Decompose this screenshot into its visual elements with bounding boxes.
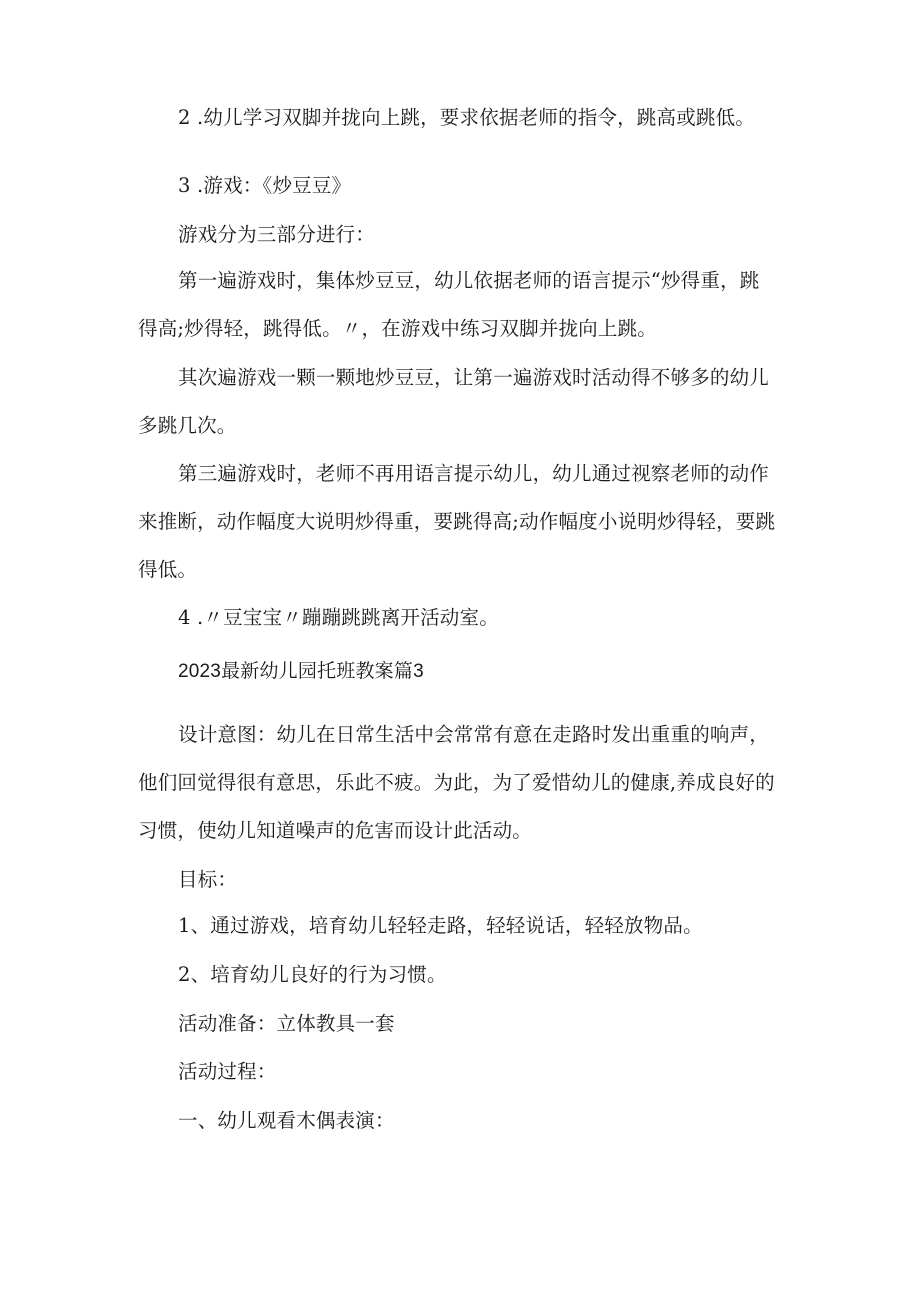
step-2-jump-instruction: 2 .幼儿学习双脚并拢向上跳，要求依据老师的指令，跳高或跳低。 xyxy=(178,106,756,129)
goal-2: 2、培育幼儿良好的行为习惯。 xyxy=(178,963,447,986)
process-step-1: 一、幼儿观看木偶表演： xyxy=(178,1109,395,1132)
game-parts-intro: 游戏分为三部分进行： xyxy=(178,223,376,246)
section-heading: 2023最新幼儿园托班教案篇3 xyxy=(178,661,424,682)
step-4-exit-text: 4 .〃豆宝宝〃蹦蹦跳跳离开活动室。 xyxy=(178,606,499,629)
process-label: 活动过程： xyxy=(178,1060,277,1083)
goals-label: 目标： xyxy=(178,868,238,891)
third-round-text-end: 得低。 xyxy=(138,558,198,581)
design-intent-text-end: 习惯，使幼儿知道噪声的危害而设计此活动。 xyxy=(138,819,533,842)
first-round-text: 第一遍游戏时，集体炒豆豆，幼儿依据老师的语言提示“炒得重，跳 xyxy=(178,269,760,292)
second-round-text-cont: 多跳几次。 xyxy=(138,414,237,437)
third-round-text: 第三遍游戏时，老师不再用语言提示幼儿，幼儿通过视察老师的动作 xyxy=(178,462,770,485)
goal-1: 1、通过游戏，培育幼儿轻轻走路，轻轻说话，轻轻放物品。 xyxy=(178,914,703,937)
preparation-text: 活动准备：立体教具一套 xyxy=(178,1012,395,1035)
second-round-text: 其次遍游戏一颗一颗地炒豆豆，让第一遍游戏时活动得不够多的幼儿 xyxy=(178,366,770,389)
design-intent-text-cont: 他们回觉得很有意思，乐此不疲。为此，为了爱惜幼儿的健康,养成良好的 xyxy=(138,771,775,794)
first-round-text-cont: 得高;炒得轻，跳得低。〃，在游戏中练习双脚并拢向上跳。 xyxy=(138,317,657,340)
design-intent-text: 设计意图：幼儿在日常生活中会常常有意在走路时发出重重的响声， xyxy=(178,723,770,746)
third-round-text-cont: 来推断，动作幅度大说明炒得重，要跳得高;动作幅度小说明炒得轻，要跳 xyxy=(138,510,776,533)
step-3-game-title: 3 .游戏：《炒豆豆》 xyxy=(178,174,352,197)
